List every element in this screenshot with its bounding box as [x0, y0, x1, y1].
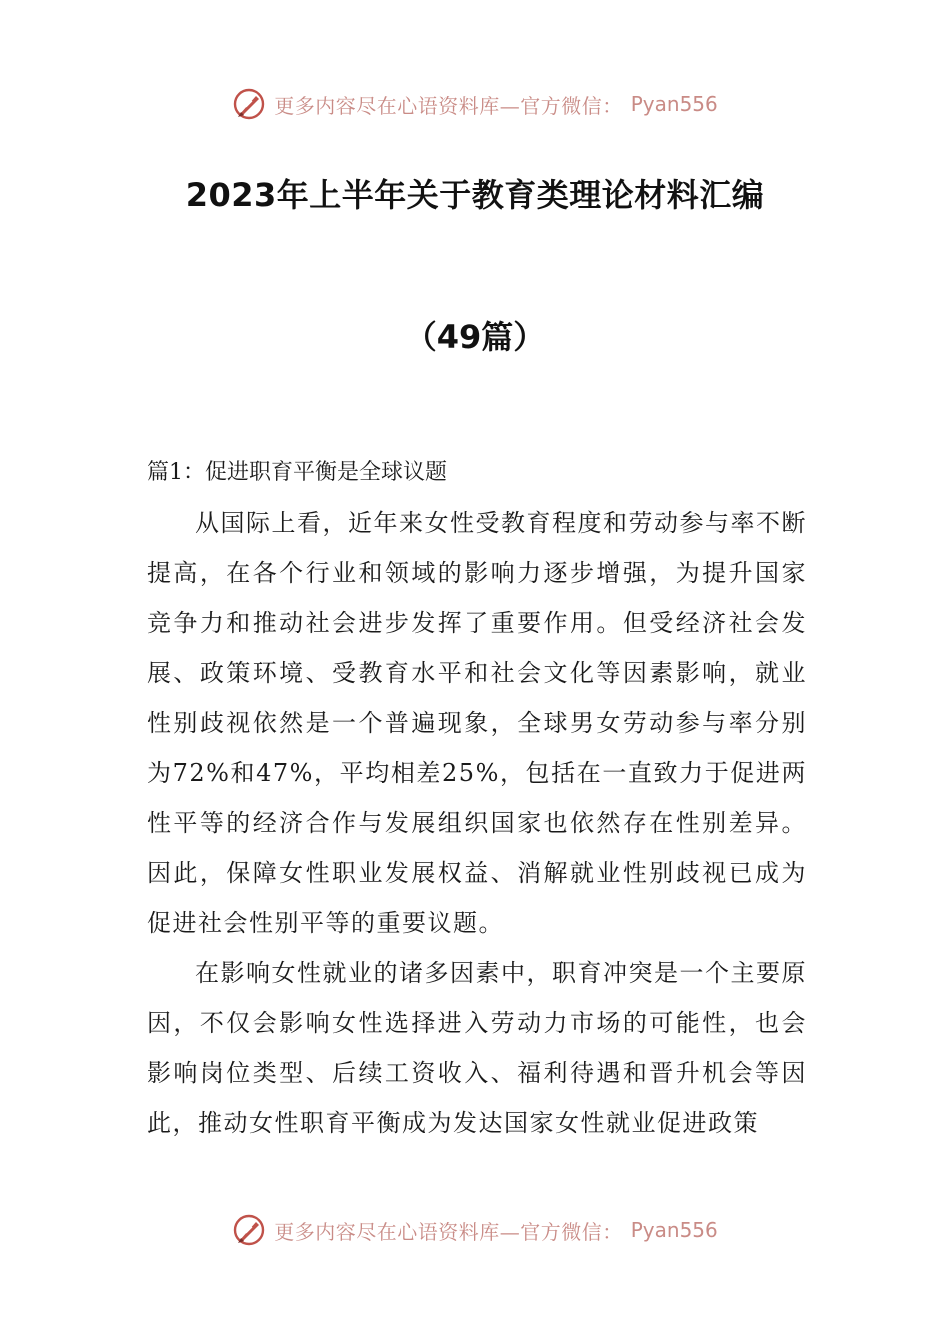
document-body	[147, 448, 807, 1148]
section-heading: 篇1：促进职育平衡是全球议题	[147, 460, 447, 485]
body-paragraph: 从国际上看，近年来女性受教育程度和劳动参与率不断提高，在各个行业和领域的影响力逐步增强，为提升国家竞争力和推动社会进步发挥了重要作用。但受经济社会发展、政策环境、受教育水平和社会文化等因素影响，就业性别歧视依然是一个普遍现象，全球男女劳动参与率分别为72%和47%，平均相差25%，包括在一直致力于促进两性平等的经济合作与发展组织国家也依然存在性别差异。因此，保障女性职业发展权益、消解就业性别歧视已成为促进社会性别平等的重要议题。	[147, 509, 807, 937]
header-watermark	[0, 84, 950, 124]
quill-logo-icon	[232, 87, 266, 121]
watermark-text: 更多内容尽在心语资料库—官方微信：	[274, 93, 623, 118]
document-title: 2023年上半年关于教育类理论材料汇编	[185, 176, 765, 214]
quill-logo-icon	[232, 1213, 266, 1247]
watermark-wechat-id: Pyan556	[630, 1218, 718, 1242]
body-paragraph: 在影响女性就业的诸多因素中，职育冲突是一个主要原因，不仅会影响女性选择进入劳动力市场的可能性，也会影响岗位类型、后续工资收入、福利待遇和晋升机会等因此，推动女性职育平衡成为发达国家女性就业促进政策	[147, 959, 807, 1137]
watermark-text: 更多内容尽在心语资料库—官方微信：	[274, 1219, 623, 1244]
document-subtitle: （49篇）	[404, 318, 546, 356]
footer-watermark	[0, 1210, 950, 1250]
watermark-wechat-id: Pyan556	[630, 92, 718, 116]
